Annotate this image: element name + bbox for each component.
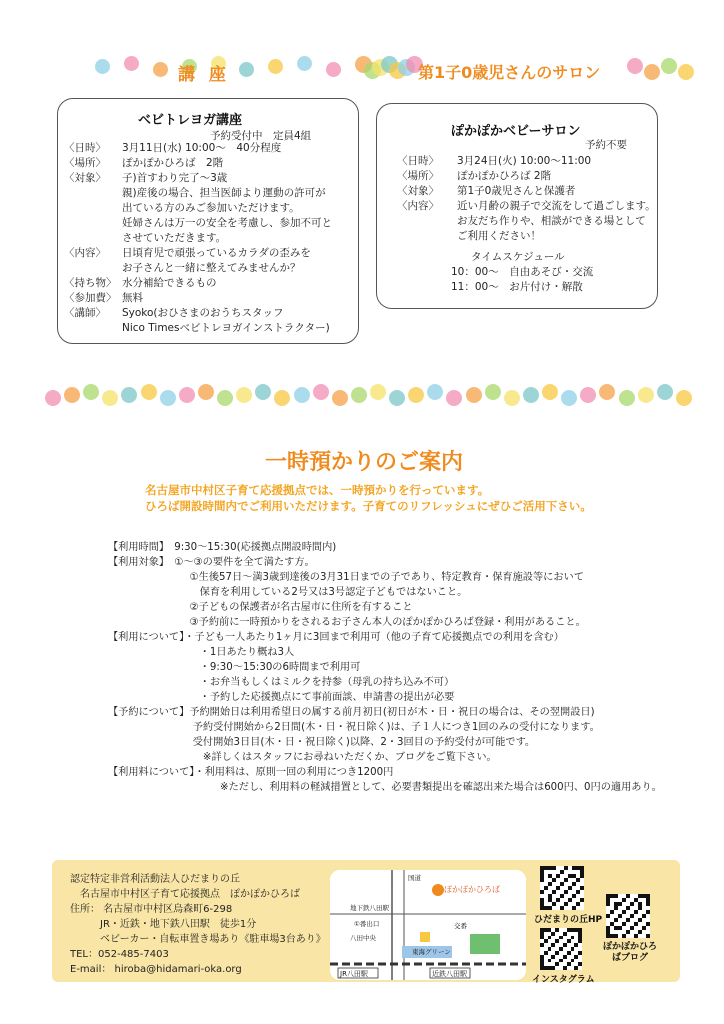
qr-module [548,936,552,940]
qr-module [544,951,548,955]
qr-module [572,882,576,886]
decor-dot [255,384,271,400]
decor-dot [561,390,577,406]
qr-module [614,918,618,922]
decor-dot [370,384,386,400]
detail-key: 〈参加費〉 [64,292,117,304]
detail-key: 〈講師〉 [64,307,106,319]
detail-value: ご利用ください！ [457,230,541,242]
qr-module [574,943,578,947]
usage-line: 受付開始3日目(木・日・祝日除く)以降、2・3回目の予約受付が可能です。 [108,737,536,748]
salon-status: 予約不要 [585,139,627,151]
contact-line: 認定特定非営利活動法人ひだまりの丘 [70,874,240,885]
usage-line: ・お弁当もしくはミルクを持参（母乳の持ち込み不可） [108,677,455,688]
qr-module [567,962,571,966]
decor-dot [676,390,692,406]
contact-line: 住所： 名古屋市中村区烏森町6-298 [70,904,233,915]
qr-module [540,878,544,882]
detail-value: 親)産後の場合、担当医師より運動の許可が [122,187,326,199]
decor-dot [466,387,482,403]
detail-value: お子さんと一緒に整えてみませんか？ [122,262,301,274]
detail-value: 妊婦さんは万一の安全を考慮し、参加不可と [122,217,332,229]
qr-module [578,962,582,966]
baby-salon-box [376,103,658,309]
qr-module [610,910,614,914]
detail-value: Syoko(おひさまのおうちスタッフ [122,307,284,319]
schedule-item: 11：00～ お片付け・解散 [451,281,583,293]
decor-dot [236,387,252,403]
notice-sub-1: 名古屋市中村区子育て応援拠点では、一時預かりを行っています。 [145,483,490,497]
detail-key: 〈持ち物〉 [64,277,117,289]
salon-heading: 第1子0歳児さんのサロン [418,63,601,82]
decor-dot [542,384,558,400]
decor-dot [297,56,312,71]
detail-value: 子)首すわり完了～3歳 [122,172,228,184]
decor-dot [268,59,283,74]
lecture-heading: 講 座 [178,65,230,85]
qr-module [564,902,568,906]
qr-module [552,890,556,894]
detail-key: 〈場所〉 [397,170,439,182]
qr-module [571,959,575,963]
qr-module [630,902,634,906]
map-exit-label: ①番出口 [354,920,380,928]
qr-module [614,894,618,898]
qr-module [618,902,622,906]
qr-module [548,947,552,951]
qr-module [568,886,572,890]
decor-dot [351,387,367,403]
detail-value: お友だち作りや、相談ができる場として [457,215,646,227]
access-map [330,870,526,980]
qr-module [626,930,630,934]
qr-module [551,943,555,947]
qr-module [646,934,650,938]
qr-module [638,930,642,934]
qr-module [634,922,638,926]
detail-key: 〈内容〉 [397,200,439,212]
yoga-lecture-box [57,98,359,344]
qr-module [622,934,626,938]
detail-value: 3月11日(水) 10:00～ 40分程度 [122,142,282,154]
qr-module [559,936,563,940]
qr-module [559,959,563,963]
qr-module [642,914,646,918]
qr-module [626,918,630,922]
usage-line: ・1日あたり概ね3人 [108,647,295,658]
contact-line: 名古屋市中村区子育て応援拠点 ぽかぽかひろば [70,889,300,900]
detail-key: 〈場所〉 [64,157,106,169]
usage-line: 保育を利用している2号又は3号認定子どもではないこと。 [108,587,468,598]
qr-label-blog: ぽかぽかひろばブログ [602,942,657,963]
qr-module [626,906,630,910]
qr-module [556,874,560,878]
qr-module [563,932,567,936]
decor-dot [294,387,310,403]
qr-module [560,882,564,886]
detail-value: ぽかぽかひろば 2階 [122,157,224,169]
usage-line: 【予約について】予約開始日は利用希望日の属する前月初日(初日が木・日・祝日の場合は、その翌開設日) [108,707,595,718]
decor-dot [141,384,157,400]
detail-value: 無料 [122,292,143,304]
decor-dot [446,390,462,406]
qr-module [564,878,568,882]
qr-module [618,914,622,918]
decor-dot [239,62,254,77]
yoga-status: 予約受付中 定員4組 [210,130,312,142]
usage-line: ③予約前に一時預かりをされるお子さん本人のぽかぽかひろば登録・利用があること。 [108,617,586,628]
decor-dot [83,384,99,400]
qr-module [563,955,567,959]
qr-module [626,894,630,898]
qr-module [614,934,618,938]
qr-module [548,906,552,910]
notice-sub-2: ひろば開設時間内でご利用いただけます。子育てのリフレッシュにぜひご活用下さい。 [145,499,592,513]
footer-info [52,860,680,985]
qr-module [555,962,559,966]
qr-label-hp: ひだまりの丘HP [534,915,603,925]
qr-module [646,922,650,926]
schedule-title: タイムスケジュール [471,251,565,263]
qr-module [556,886,560,890]
contact-line: ベビーカー・自転車置き場あり《駐車場3台あり》 [70,934,326,945]
qr-module [576,902,580,906]
qr-module [634,910,638,914]
map-marker-label: ぽかぽかひろば [444,885,500,894]
qr-module [540,943,544,947]
qr-module [638,906,642,910]
qr-module [622,922,626,926]
qr-module [544,886,548,890]
qr-module [606,902,610,906]
qr-module [630,914,634,918]
decor-dot [64,387,80,403]
usage-line: 【利用料について】・利用料は、原則一回の利用につき1200円 [108,767,394,778]
usage-line: ※ただし、利用料の軽減措置として、必要書類提出を確認出来た場合は600円、0円の適用あり。 [108,782,662,793]
decor-dot [160,390,176,406]
detail-value: 近い月齢の親子で交流をして過ごします。 [457,200,656,212]
decor-dot [45,390,61,406]
usage-line: ・9:30～15:30の6時間まで利用可 [108,662,361,673]
decor-dot [274,390,290,406]
qr-module [567,939,571,943]
map-kintetsu-label: 近鉄八田駅 [432,970,467,978]
decor-dot [657,384,673,400]
contact-line: E-mail： hiroba@hidamari-oka.org [70,964,242,975]
map-drawing [330,870,526,980]
usage-line: 【利用について】・子ども一人あたり1ヶ月に3回まで利用可（他の子育て応援拠点での利用を含む） [108,632,564,643]
qr-module [618,926,622,930]
qr-module [555,928,559,932]
qr-module [555,951,559,955]
decor-dot [661,58,677,74]
usage-line: ①生後57日～満3歳到達後の3月31日までの子であり、特定教育・保育施設等において [108,572,584,583]
qr-module [638,918,642,922]
qr-module [551,955,555,959]
decor-dot [313,384,329,400]
yoga-title: ベビトレヨガ講座 [138,113,243,128]
decor-dot [408,387,424,403]
decor-dot [95,59,110,74]
qr-module [576,890,580,894]
detail-key: 〈対象〉 [64,172,106,184]
usage-line: ②子どもの保護者が名古屋市に住所を有すること [108,602,413,613]
qr-module [574,966,578,970]
qr-module [540,890,544,894]
decor-dot [599,384,615,400]
detail-value: 第1子0歳児さんと保護者 [457,185,576,197]
qr-module [548,959,552,963]
qr-module [563,943,567,947]
notice-title: 一時預かりのご案内 [265,450,464,475]
map-mart-label: 東海グリーン [412,948,451,956]
map-koban-label: 交番 [454,922,467,930]
qr-code-hp[interactable] [540,866,584,910]
qr-module [622,898,626,902]
decor-dot [102,390,118,406]
usage-line: 予約受付開始から2日間(木・日・祝日除く)は、子１人につき1回のみの受付になります。 [108,722,600,733]
qr-module [551,966,555,970]
decor-dot [485,384,501,400]
qr-module [630,926,634,930]
qr-module [578,951,582,955]
usage-line: ・予約した応援拠点にて事前面談、申請書の提出が必要 [108,692,455,703]
schedule-item: 10：00～ 自由あそび・交流 [451,266,594,278]
decor-dot [427,384,443,400]
qr-module [572,906,576,910]
decor-dot [504,390,520,406]
qr-module [564,866,568,870]
qr-module [559,947,563,951]
decor-dot [153,62,168,77]
qr-module [580,874,584,878]
qr-module [567,951,571,955]
qr-module [574,955,578,959]
detail-value: 水分補給できるもの [122,277,217,289]
qr-module [564,890,568,894]
qr-module [552,902,556,906]
decor-dot [619,390,635,406]
usage-line: 【利用時間】 9:30～15:30(応援拠点開設時間内) [108,542,337,553]
salon-title: ぽかぽかベビーサロン [451,124,581,139]
qr-module [560,906,564,910]
qr-module [548,882,552,886]
qr-module [568,898,572,902]
detail-value: ぽかぽかひろば 2階 [457,170,552,182]
qr-module [556,898,560,902]
qr-module [614,906,618,910]
decor-dot [678,64,694,80]
qr-module [572,894,576,898]
decor-dot [326,62,341,77]
qr-module [634,934,638,938]
qr-module [578,939,582,943]
contact-line: JR・近鉄・地下鉄八田駅 徒歩1分 [70,919,257,930]
qr-module [580,898,584,902]
qr-module [560,894,564,898]
qr-module [576,878,580,882]
qr-module [551,932,555,936]
qr-module [560,870,564,874]
qr-module [606,914,610,918]
qr-module [563,966,567,970]
detail-value: 出ている方のみご参加いただけます。 [122,202,300,214]
decor-dot [124,56,139,71]
middle-dots [45,384,695,414]
qr-module [646,910,650,914]
qr-code-instagram[interactable] [540,928,582,970]
decor-dot [179,387,195,403]
detail-value: Nico Timesベビトレヨガインストラクター) [122,322,330,334]
detail-key: 〈日時〉 [397,155,439,167]
map-hatta-central-label: 八田中央 [350,934,376,942]
detail-key: 〈対象〉 [397,185,439,197]
usage-line: ※詳しくはスタッフにお尋ねいただくか、ブログをご覧下さい。 [108,752,497,763]
qr-module [646,902,650,906]
decor-dot [580,387,596,403]
detail-value: 3月24日(火) 10:00～11:00 [457,155,592,167]
qr-module [571,947,575,951]
detail-key: 〈日時〉 [64,142,106,154]
qr-module [580,886,584,890]
detail-key: 〈内容〉 [64,247,106,259]
map-road-label: 国道 [408,874,421,882]
qr-module [642,926,646,930]
qr-label-instagram: インスタグラム [532,975,595,985]
decor-dot [644,64,660,80]
decor-dot [389,390,405,406]
qr-module [555,939,559,943]
decor-dot [198,384,214,400]
decor-dot [627,58,643,74]
detail-value: 日頃育児で頑張っているカラダの歪みを [122,247,311,259]
decor-dot [638,387,654,403]
decor-dot [523,387,539,403]
contact-line: TEL：052-485-7403 [70,949,169,960]
qr-module [552,878,556,882]
qr-code-blog[interactable] [606,894,650,938]
qr-module [622,910,626,914]
map-jr-label: JR八田駅 [340,970,368,978]
qr-module [552,866,556,870]
map-subway-label: 地下鉄八田駅 [350,904,389,912]
qr-module [544,939,548,943]
decor-dot [217,390,233,406]
detail-value: させていただきます。 [122,232,227,244]
qr-module [571,936,575,940]
usage-line: 【利用対象】 ①～③の要件を全て満たす方。 [108,557,315,568]
decor-dot [121,387,137,403]
decor-dot [332,390,348,406]
